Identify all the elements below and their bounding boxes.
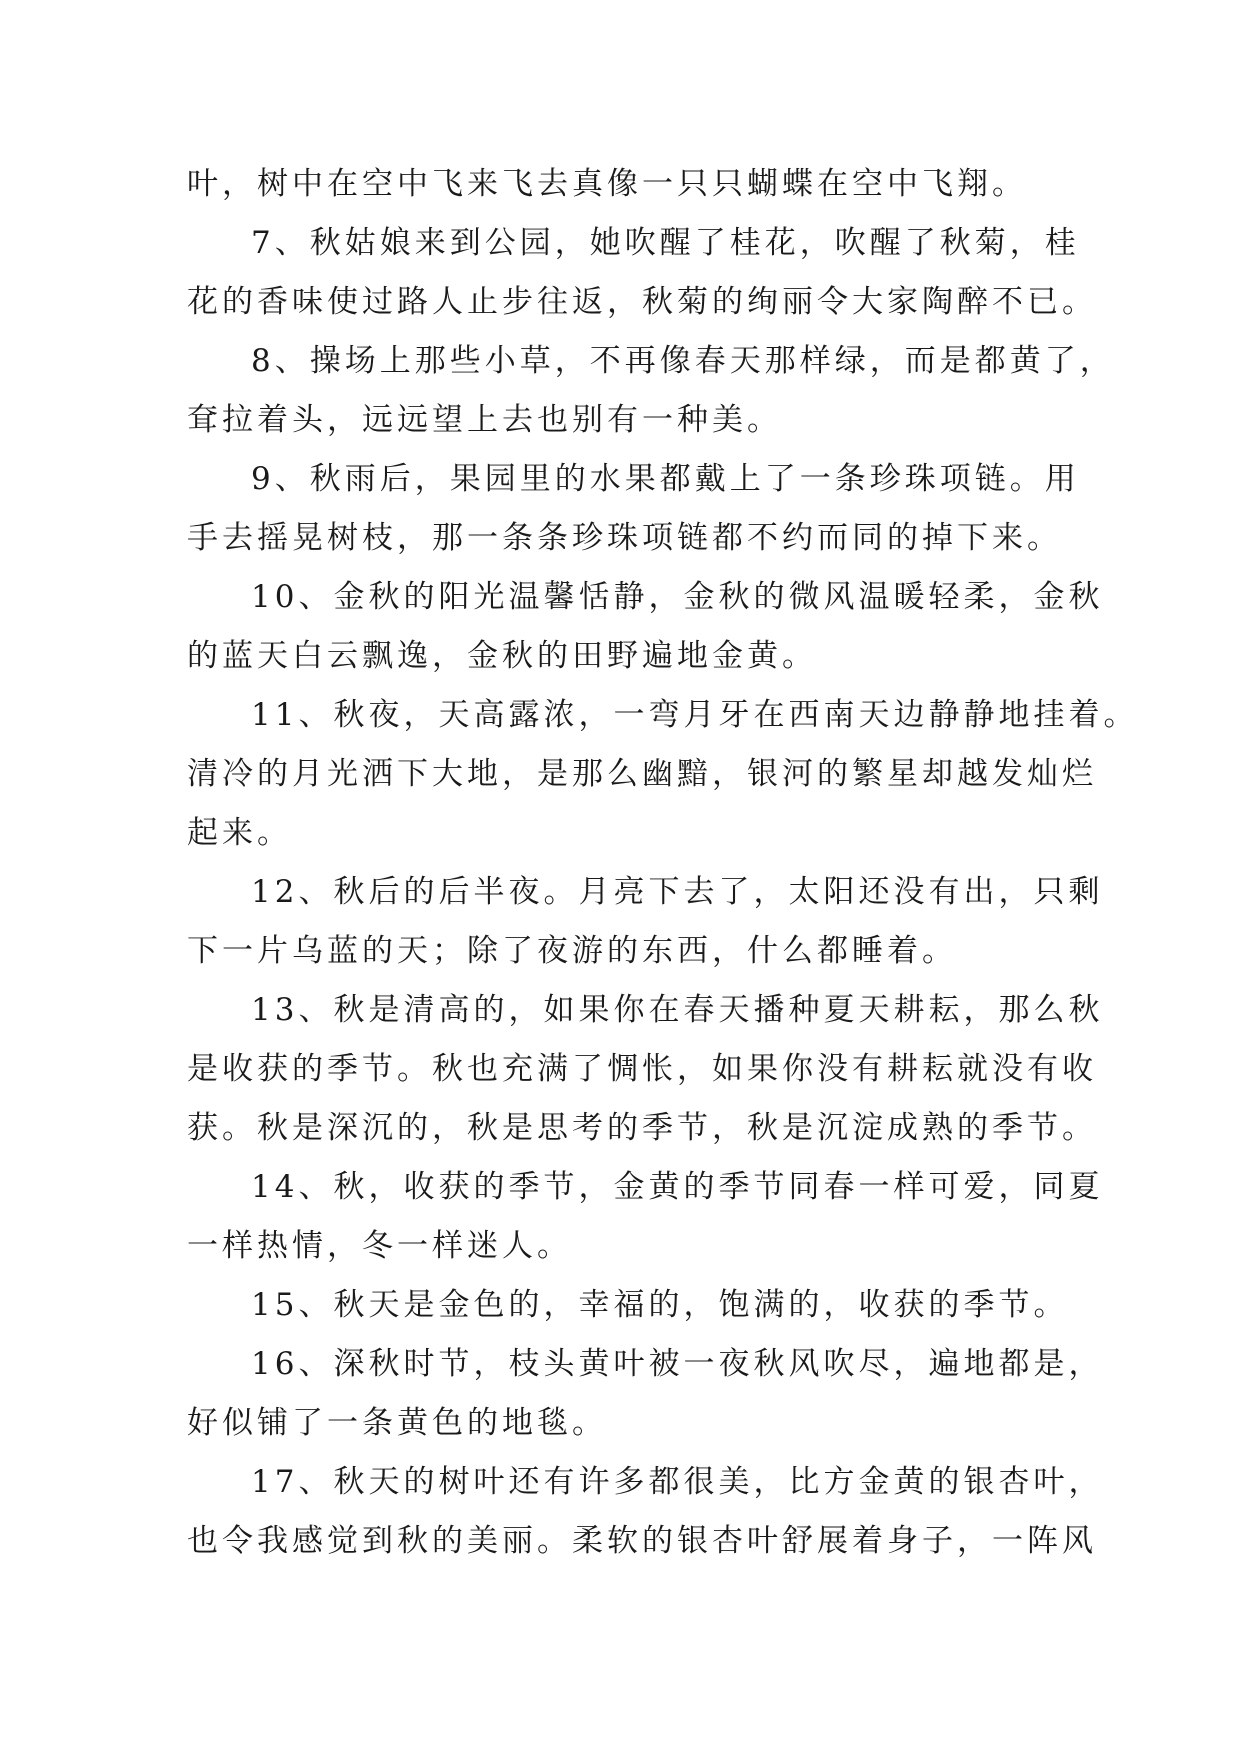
text-line: 一样热情，冬一样迷人。 (187, 1228, 572, 1264)
text-line: 14、秋，收获的季节，金黄的季节同春一样可爱，同夏 (251, 1169, 1104, 1205)
text-line: 11、秋夜，天高露浓，一弯月牙在西南天边静静地挂着。 (251, 697, 1139, 733)
text-line: 耷拉着头，远远望上去也别有一种美。 (187, 402, 782, 438)
document-body (187, 155, 1139, 1571)
text-line: 花的香味使过路人止步往返，秋菊的绚丽令大家陶醉不已。 (187, 284, 1097, 320)
text-line: 清冷的月光洒下大地，是那么幽黯，银河的繁星却越发灿烂 (187, 756, 1097, 792)
text-line: 16、深秋时节，枝头黄叶被一夜秋风吹尽，遍地都是， (251, 1346, 1104, 1382)
text-line: 10、金秋的阳光温馨恬静，金秋的微风温暖轻柔，金秋 (251, 579, 1104, 615)
text-line: 17、秋天的树叶还有许多都很美，比方金黄的银杏叶， (251, 1464, 1104, 1500)
text-line: 叶，树中在空中飞来飞去真像一只只蝴蝶在空中飞翔。 (187, 166, 1027, 202)
text-line: 8、操场上那些小草，不再像春天那样绿，而是都黄了， (251, 343, 1115, 379)
text-line: 12、秋后的后半夜。月亮下去了，太阳还没有出，只剩 (251, 874, 1104, 910)
text-line: 13、秋是清高的，如果你在春天播种夏天耕耘，那么秋 (251, 992, 1104, 1028)
text-line: 起来。 (187, 815, 292, 851)
text-line: 15、秋天是金色的，幸福的，饱满的，收获的季节。 (251, 1287, 1069, 1323)
text-line: 下一片乌蓝的天；除了夜游的东西，什么都睡着。 (187, 933, 957, 969)
text-line: 9、秋雨后，果园里的水果都戴上了一条珍珠项链。用 (251, 461, 1080, 497)
text-line: 是收获的季节。秋也充满了惆怅，如果你没有耕耘就没有收 (187, 1051, 1097, 1087)
text-line: 也令我感觉到秋的美丽。柔软的银杏叶舒展着身子，一阵风 (187, 1523, 1097, 1559)
text-line: 的蓝天白云飘逸，金秋的田野遍地金黄。 (187, 638, 817, 674)
text-line: 获。秋是深沉的，秋是思考的季节，秋是沉淀成熟的季节。 (187, 1110, 1097, 1146)
text-line: 好似铺了一条黄色的地毯。 (187, 1405, 607, 1441)
text-line: 手去摇晃树枝，那一条条珍珠项链都不约而同的掉下来。 (187, 520, 1062, 556)
text-line: 7、秋姑娘来到公园，她吹醒了桂花，吹醒了秋菊，桂 (251, 225, 1080, 261)
